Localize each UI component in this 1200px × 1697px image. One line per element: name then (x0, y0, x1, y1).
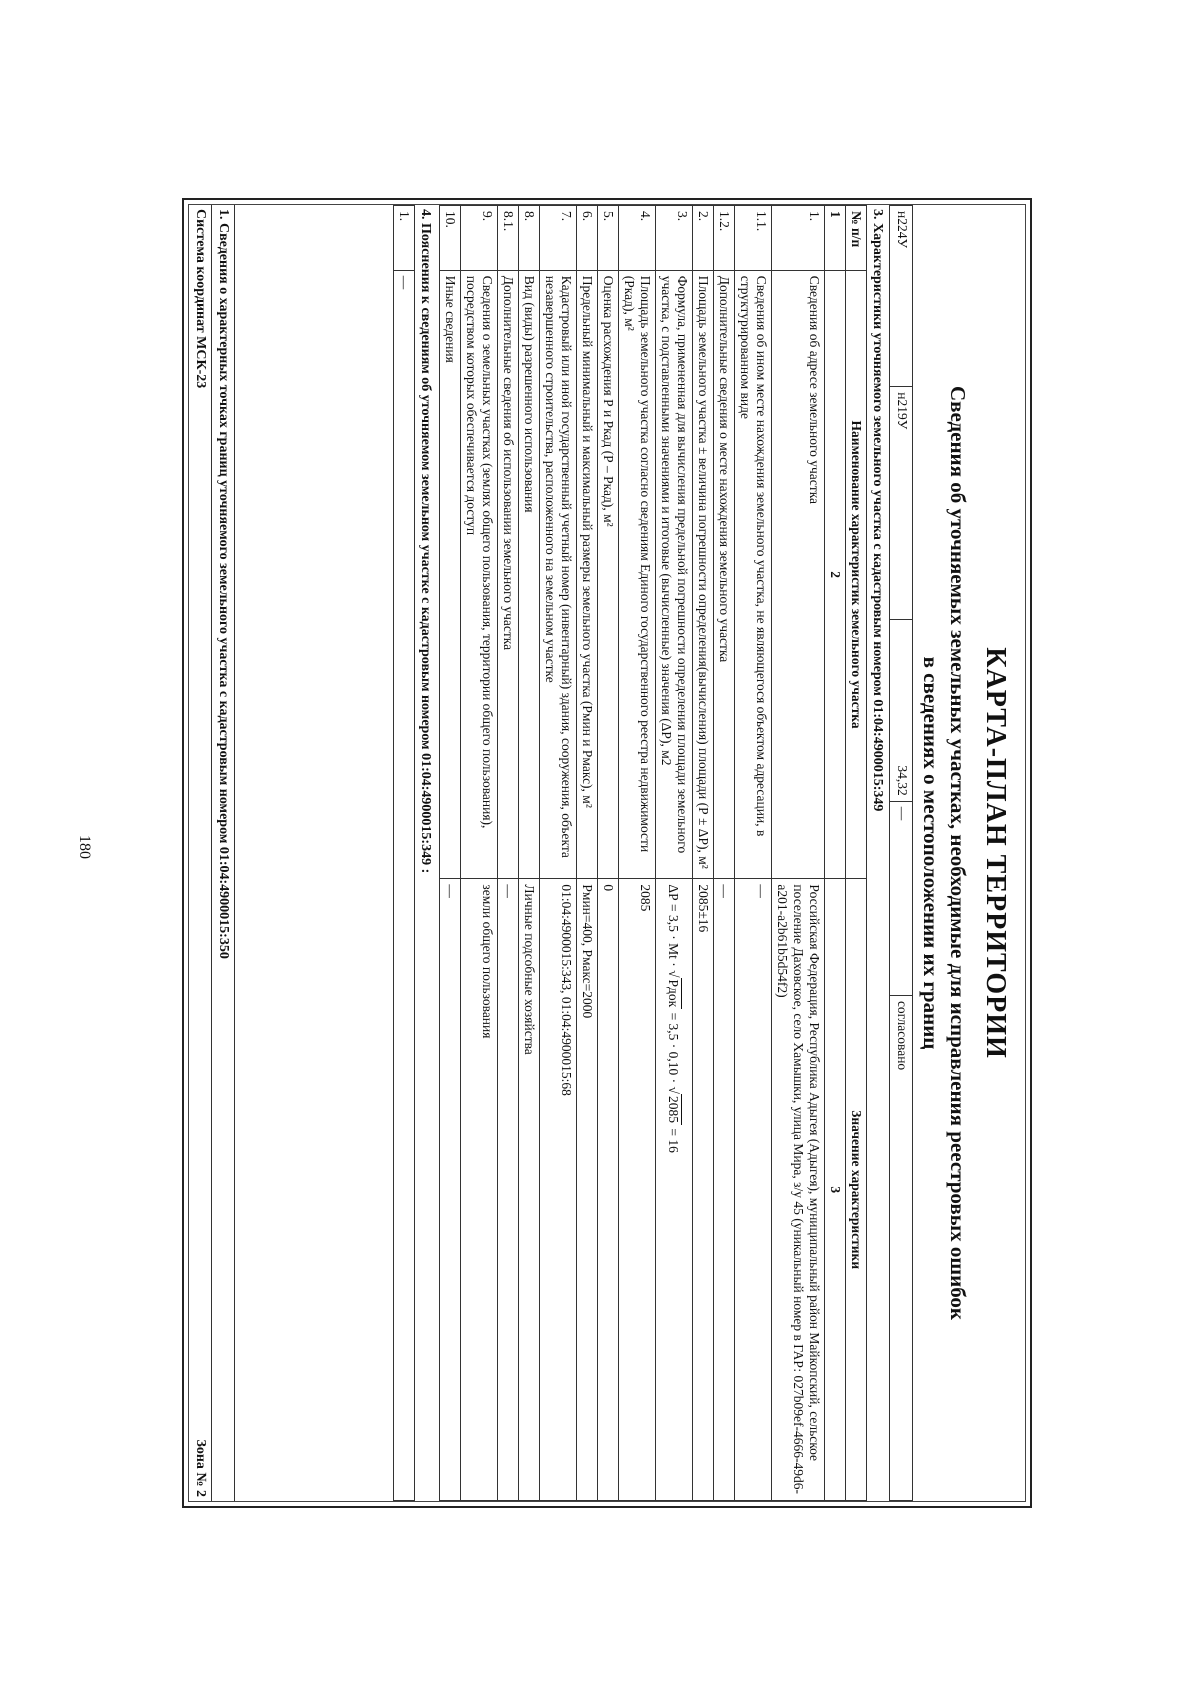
table-row (656, 206, 693, 1501)
row-number: 1. (772, 206, 825, 271)
col-value-header: Значение характеристики (846, 879, 867, 1501)
row-number: 8.1. (498, 206, 519, 271)
row-value: 0 (598, 879, 619, 1501)
subtitle-line-1: Сведения об уточняемых земельных участках, необходимые для исправления реестровых ошибок (946, 385, 970, 1321)
row-number: 2. (693, 206, 714, 271)
row-value: 2085±16 (693, 879, 714, 1501)
row-value: 01:04:4900015:343, 01:04:4900015:68 (540, 879, 577, 1501)
col-number-header: № п/п (846, 206, 867, 271)
row-value: Личные подсобные хозяйства (519, 879, 540, 1501)
row-value: Российская Федерация, Республика Адыгея (Адыгея), муниципальный район Майкопский, сельское поселение Даховское, село Хамышки, улица Мира, з/у 45 (уникальный номер в ГАР: 027b09ef-4666-49d6-a201-a2b61b5d54f2) (772, 879, 825, 1501)
section3-heading-text: 3. Характеристики уточняемого земельного участка с кадастровым номером (870, 209, 885, 696)
row-name: Площадь земельного участка согласно сведениям Единого государственного реестра недвижимости (Ркад), м² (619, 270, 656, 879)
table-header (846, 206, 867, 1501)
col-index-2: 2 (825, 270, 846, 879)
characteristics-table (439, 205, 867, 1501)
formula-sqrt-label: Pдок (666, 979, 682, 1008)
row-number: 9. (461, 206, 498, 271)
formula-mid: = 3,5 · 0,10 · (666, 1012, 682, 1084)
row-number: 1.2. (714, 206, 735, 271)
document-body (188, 204, 1026, 1502)
row-number: 8. (519, 206, 540, 271)
row-value (656, 879, 693, 1501)
row-name: Сведения о земельных участках (землях общего пользования, территории общего пользования), посредством которых обеспечивается доступ (461, 270, 498, 879)
row-value: — (714, 879, 735, 1501)
coord-system: Система координат МСК-23 (193, 209, 208, 389)
table-row (577, 206, 598, 1501)
row-number: 7. (540, 206, 577, 271)
row-name: Площадь земельного участка ± величина погрешности определения(вычисления) площади (Р ± ΔР), м² (693, 270, 714, 879)
zone-label: Зона № 2 (193, 1439, 208, 1497)
col-name-header: Наименование характеристик земельного участка (846, 270, 867, 879)
row-number: 3. (656, 206, 693, 271)
row-name: Дополнительные сведения об использовании земельного участка (498, 270, 519, 879)
table-row (498, 206, 519, 1501)
section4-row-number: 1. (394, 206, 415, 271)
subtitle-line-2: в сведениях о местоположении их границ (919, 656, 943, 1050)
section4-row (394, 206, 415, 1501)
point-from: н224У (890, 206, 913, 387)
row-name: Кадастровый или иной государственный учетный номер (инвентарный) здания, сооружения, объекта незавершенного строительства, расположенного на земельном участке (540, 270, 577, 879)
formula-result: = 16 (666, 1128, 682, 1153)
table-row (735, 206, 772, 1501)
row-name: Сведения об адресе земельного участка (772, 270, 825, 879)
row-value: — (498, 879, 519, 1501)
section4-table (393, 205, 415, 1501)
row-number: 10. (440, 206, 461, 271)
page-title: КАРТА-ПЛАН ТЕРРИТОРИИ (980, 647, 1011, 1059)
row-number: 5. (598, 206, 619, 271)
section3-heading (867, 205, 889, 1501)
row-name: Оценка расхождения Р и Ркад (Р – Ркад), м² (598, 270, 619, 879)
row-value: Рмин=400, Рмакс=2000 (577, 879, 598, 1501)
footer-line-1: 1. Сведения о характерных точках границ уточняемого земельного участка с кадастровым номером 01:04:4900015:350 (212, 205, 235, 1501)
rotated-document (182, 198, 1032, 1508)
table-row (619, 206, 656, 1501)
table-row (598, 206, 619, 1501)
section4-heading: 4. Пояснения к сведениям об уточняемом земельном участке с кадастровым номером 01:04:4900015:349 : (418, 209, 433, 874)
row-name: Дополнительные сведения о месте нахождения земельного участка (714, 270, 735, 879)
table-row (540, 206, 577, 1501)
formula-left: ΔР = 3,5 · Мt · (666, 884, 682, 967)
row-number: 6. (577, 206, 598, 271)
section3-cadastral: 01:04:4900015:349 (870, 699, 885, 812)
table-row (714, 206, 735, 1501)
table-row (440, 206, 461, 1501)
points-row (890, 206, 913, 1501)
row-name: Сведения об ином месте нахождения земельного участка, не являющегося объектом адресации, в структурированном виде (735, 270, 772, 879)
sqrt-icon: √ (666, 970, 682, 978)
row-value: 2085 (619, 879, 656, 1501)
section4-row-value: — (394, 270, 415, 1500)
table-body (440, 206, 825, 1501)
sqrt-icon: √ (666, 1086, 682, 1094)
row-number: 4. (619, 206, 656, 271)
row-value: — (440, 879, 461, 1501)
row-value: — (735, 879, 772, 1501)
table-row (693, 206, 714, 1501)
table-row (519, 206, 540, 1501)
point-dash: — (890, 801, 913, 995)
point-status: согласовано (890, 995, 913, 1500)
row-name: Вид (виды) разрешенного использования (519, 270, 540, 879)
footer-line-2 (189, 205, 212, 1501)
row-name: Иные сведения (440, 270, 461, 879)
table-index-row (825, 206, 846, 1501)
page-number: 180 (76, 835, 93, 859)
points-table (889, 205, 913, 1501)
col-index-1: 1 (825, 206, 846, 271)
row-value: земли общего пользования (461, 879, 498, 1501)
col-index-3: 3 (825, 879, 846, 1501)
table-row (772, 206, 825, 1501)
table-row (461, 206, 498, 1501)
row-name: Формула, примененная для вычисления предельной погрешности определения площади земельного участка, с подставленными значениями и итоговые (вычисленные) значения (ΔР), м2 (656, 270, 693, 879)
footer (189, 205, 235, 1501)
row-name: Предельный минимальный и максимальный размеры земельного участка (Рмин и Рмакс), м² (577, 270, 598, 879)
point-distance: 34,32 (890, 620, 913, 801)
point-to: н219У (890, 387, 913, 620)
row-number: 1.1. (735, 206, 772, 271)
formula-sqrt-value: 2085 (666, 1095, 682, 1123)
